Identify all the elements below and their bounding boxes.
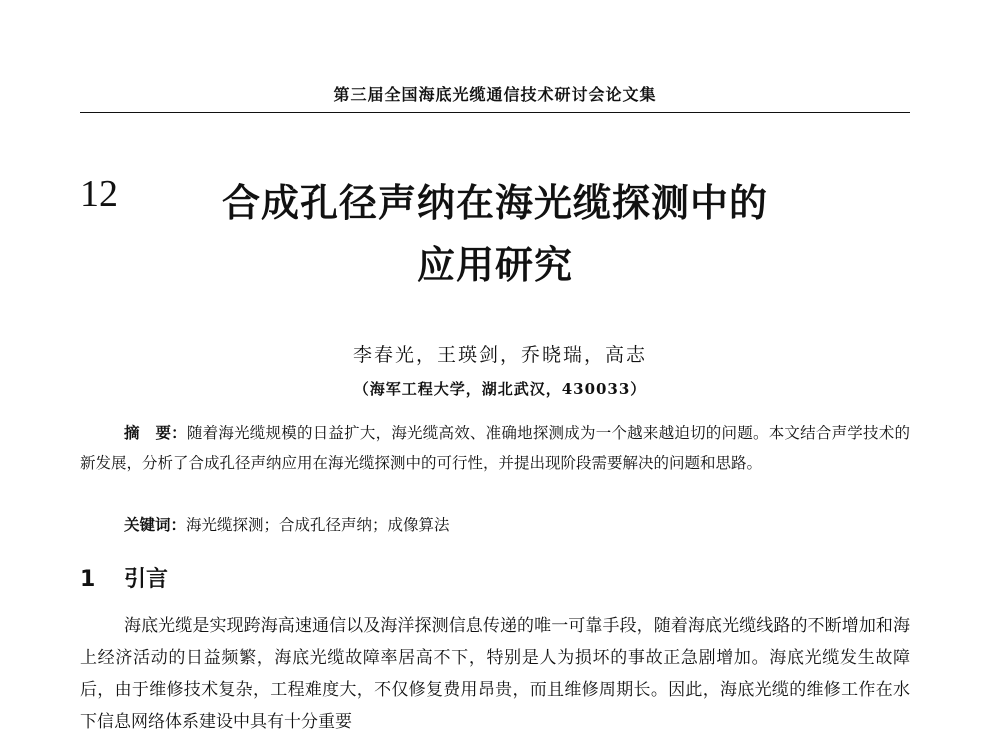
keywords-text: 海光缆探测；合成孔径声纳；成像算法 [186,516,450,534]
abstract-label: 摘 要： [124,424,187,442]
section-heading [80,562,168,593]
body-paragraph: 海底光缆是实现跨海高速通信以及海洋探测信息传递的唯一可靠手段，随着海底光缆线路的不断增加和海上经济活动的日益频繁，海底光缆故障率居高不下，特别是人为损坏的事故正急剧增加。海底光缆发生故障后，由于维修技术复杂，工程难度大，不仅修复费用昂贵，而且维修周期长。因此，海底光缆的维修工作在水下信息网络体系建设中具有十分重要 [80,616,910,732]
author-list: 李春光，王瑛剑，乔晓瑞，高志 [352,344,647,366]
chapter-number: 12 [80,173,118,215]
running-head: 第三届全国海底光缆通信技术研讨会论文集 [333,85,657,104]
abstract-text: 随着海光缆规模的日益扩大，海光缆高效、准确地探测成为一个越来越迫切的问题。本文结合声学技术的新发展，分析了合成孔径声纳应用在海光缆探测中的可行性，并提出现阶段需要解决的问题和思路。 [80,424,910,472]
keywords-label: 关键词： [124,516,187,534]
header-rule [80,112,910,113]
keywords [80,510,910,540]
paper-title-line-2: 应用研究 [416,243,573,287]
section-title: 引言 [124,567,169,592]
abstract [80,418,910,478]
paper-title-line-1: 合成孔径声纳在海光缆探测中的 [221,181,768,225]
affiliation: （海军工程大学，湖北武汉，430033） [353,380,647,398]
section-number: 1 [80,567,96,592]
